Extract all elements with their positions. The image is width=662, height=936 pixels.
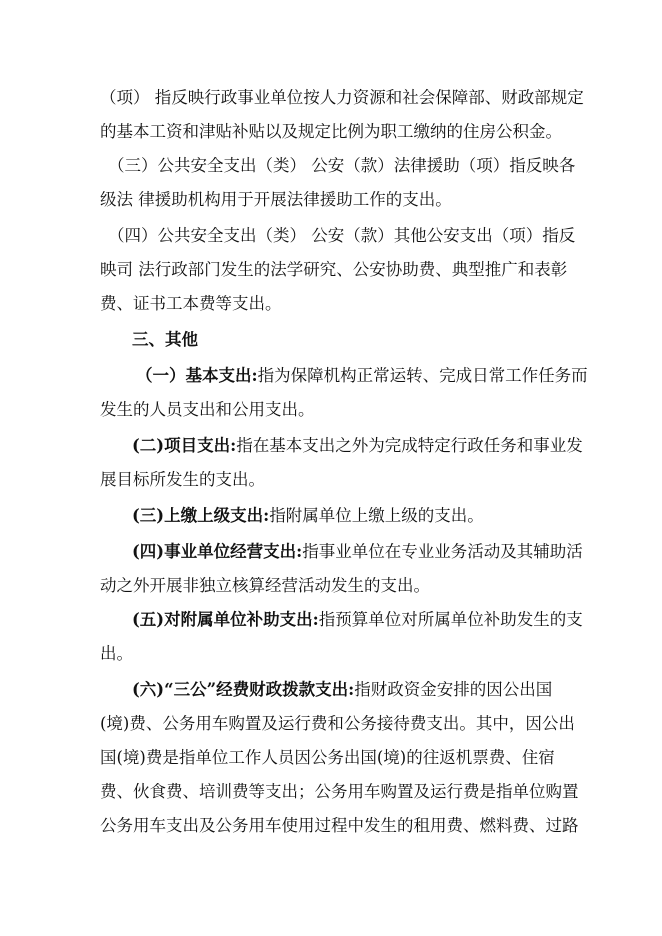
definition-text: 指财政资金安排的因公出国 xyxy=(354,680,553,699)
paragraph-line: 发生的人员支出和公用支出。 xyxy=(100,400,315,419)
paragraph-line: 国(境)费是指单位工作人员因公务出国(境)的往返机票费、住宿 xyxy=(100,748,555,767)
paragraph-line: （四）公共安全支出（类） 公安（款）其他公安支出（项）指反 xyxy=(108,226,576,245)
definition-term: （一）基本支出: xyxy=(136,366,258,385)
paragraph-line: 出。 xyxy=(100,644,133,663)
paragraph-line: 映司 法行政部门发生的法学研究、公安协助费、典型推广和表彰 xyxy=(100,260,568,279)
definition-term: (六)“三公”经费财政拨款支出: xyxy=(132,680,355,699)
paragraph-line: （三）公共安全支出（类） 公安（款）法律援助（项）指反映各 xyxy=(108,156,576,175)
definition-line xyxy=(132,678,602,702)
definition-term: (三)上缴上级支出: xyxy=(132,506,270,525)
definition-line xyxy=(132,540,602,564)
paragraph-line: (境)费、公务用车购置及运行费和公务接待费支出。其中，因公出 xyxy=(100,714,575,733)
definition-term: (二)项目支出: xyxy=(132,436,237,455)
definition-line xyxy=(132,608,602,632)
definition-term: (四)事业单位经营支出: xyxy=(132,542,303,561)
paragraph-line: 展目标所发生的支出。 xyxy=(100,470,265,489)
definition-text: 指在基本支出之外为完成特定行政任务和事业发 xyxy=(236,436,583,455)
definition-text: 指预算单位对所属单位补助发生的支 xyxy=(318,610,583,629)
paragraph-line: 费、伙食费、培训费等支出；公务用车购置及运行费是指单位购置 xyxy=(100,782,579,801)
paragraph-line: 级法 律援助机构用于开展法律援助工作的支出。 xyxy=(100,190,452,209)
paragraph-line: 的基本工资和津贴补贴以及规定比例为职工缴纳的住房公积金。 xyxy=(100,122,562,141)
paragraph-line: 动之外开展非独立核算经营活动发生的支出。 xyxy=(100,576,430,595)
paragraph-line: （项） 指反映行政事业单位按人力资源和社会保障部、财政部规定 xyxy=(100,88,584,107)
paragraph-line: 费、证书工本费等支出。 xyxy=(100,294,282,313)
definition-line xyxy=(132,434,602,458)
definition-text: 指为保障机构正常运转、完成日常工作任务而 xyxy=(257,366,588,385)
paragraph-line: 公务用车支出及公务用车使用过程中发生的租用费、燃料费、过路 xyxy=(100,816,579,835)
definition-term: (五)对附属单位补助支出: xyxy=(132,610,319,629)
definition-text: 指附属单位上缴上级的支出。 xyxy=(269,506,484,525)
definition-line xyxy=(132,504,602,528)
definition-line xyxy=(136,364,606,388)
section-heading: 三、其他 xyxy=(132,330,198,349)
definition-text: 指事业单位在专业业务活动及其辅助活 xyxy=(302,542,583,561)
